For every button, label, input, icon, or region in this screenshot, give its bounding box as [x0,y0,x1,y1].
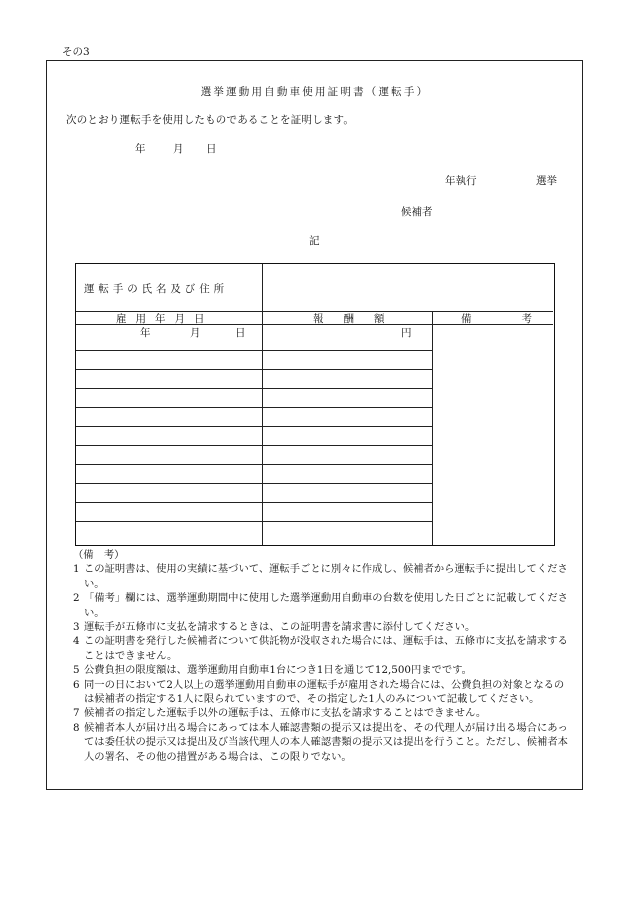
note-text: 公費負担の限度額は、選挙運動用自動車1台につき1日を通じて12,500円までです。 [84,664,472,677]
notes-section [73,548,573,764]
note-number: 5 [73,664,80,677]
date-day-label: 日 [206,143,217,155]
note-number: 4 [73,635,80,648]
certification-statement: 次のとおり運転手を使用したものであることを証明します。 [66,114,355,126]
notes-heading: （備 考） [73,549,125,561]
note-text: 候補者の指定した運転手以外の運転手は、五條市に支払を請求することはできません。 [84,707,487,720]
table-divider-vertical [432,311,433,545]
note-item [73,620,573,634]
row-year-label: 年 [140,327,151,339]
table-row-line [76,483,432,484]
note-item [73,634,573,663]
reward-header: 報酬額 [313,313,405,325]
note-text: この証明書を発行した候補者について供託物が没収された場合には、運転手は、五條市に支払を請求することはできません。 [84,635,568,662]
form-title: 選挙運動用自動車使用証明書（運転手） [200,86,430,98]
note-item [73,663,573,677]
row-day-label: 日 [235,327,246,339]
candidate-label: 候補者 [401,206,433,218]
note-number: 2 [73,592,80,605]
table-row-line [76,407,432,408]
note-text: 候補者本人が届け出る場合にあっては本人確認書類の提示又は提出を、その代理人が届け出る場合にあっては委任状の提示又は提出及び当該代理人の本人確認書類の提示又は提出を行うこと。ただし、候補者本人の署名、その他の措置がある場合は、この限りでない。 [84,721,568,763]
date-year-label: 年 [135,143,146,155]
note-number: 3 [73,621,80,634]
note-number: 8 [73,721,80,734]
note-item [73,562,573,591]
table-row-line [76,464,432,465]
note-text: この証明書は、使用の実績に基づいて、運転手ごとに別々に作成し、候補者から運転手に提出してください。 [84,563,568,590]
note-item [73,591,573,620]
hire-date-header: 雇用年月日 [116,313,214,325]
note-item [73,706,573,720]
note-text: 運転手が五條市に支払を請求するときは、この証明書を請求書に添付してください。 [84,621,476,634]
table-row-line [76,426,432,427]
table-row-line [76,502,432,503]
row-month-label: 月 [190,327,201,339]
note-item [73,678,573,707]
note-text: 同一の日において2人以上の選挙運動用自動車の運転手が雇用された場合には、公費負担の対象となるのは候補者の指定する1人に限られていますので、その指定した1人のみについて記載してください。 [84,678,565,706]
table-row-line [76,350,432,351]
page-label: その3 [62,46,90,58]
remarks-header: 備考 [461,313,582,325]
note-number: 7 [73,707,80,720]
table-row-line [76,521,432,522]
note-text: 「備考」欄には、選挙運動期間中に使用した選挙運動用自動車の台数を使用した日ごとに記載してください。 [84,592,568,619]
election-label: 選挙 [536,175,557,187]
election-held-label: 年執行 [445,175,477,187]
date-month-label: 月 [173,143,184,155]
driver-usage-table [75,263,582,546]
note-number: 6 [73,678,80,691]
row-yen-label: 円 [401,327,412,339]
note-item [73,721,573,764]
driver-name-address-label: 運転手の氏名及び住所 [84,283,228,295]
ki-label: 記 [309,235,320,247]
table-row-line [76,445,432,446]
table-row-line [76,369,432,370]
table-row-line [76,388,432,389]
note-number: 1 [73,563,80,576]
